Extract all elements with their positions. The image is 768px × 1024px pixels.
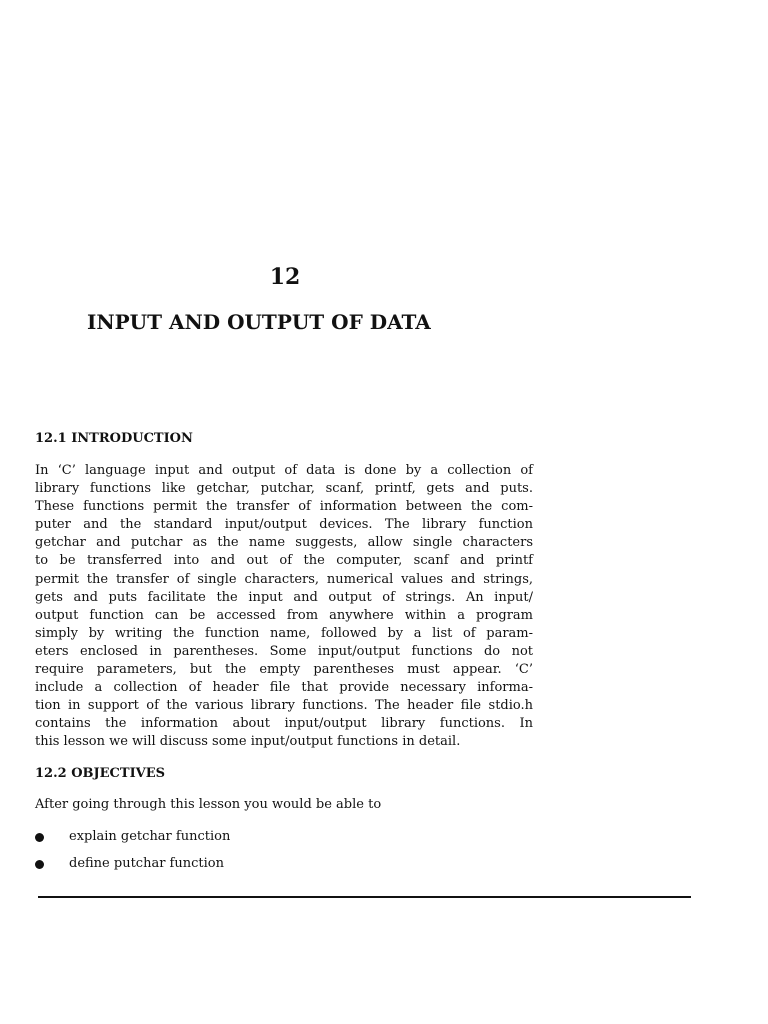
introduction-paragraph bbox=[35, 462, 533, 752]
paragraph-line: simply by writing the function name, followed by a list of param- bbox=[35, 625, 533, 641]
paragraph-line: library functions like getchar, putchar, scanf, printf, gets and puts. bbox=[35, 481, 533, 497]
list-item-text: define putchar function bbox=[69, 856, 224, 871]
paragraph-line: require parameters, but the empty parentheses must appear. ‘C’ bbox=[35, 662, 533, 678]
objectives-intro: After going through this lesson you would be able to bbox=[35, 797, 382, 812]
paragraph-line: contains the information about input/output library functions. In bbox=[35, 716, 533, 732]
footer-divider bbox=[38, 896, 691, 898]
paragraph-line: puter and the standard input/output devices. The library function bbox=[35, 517, 533, 533]
chapter-number: 12 bbox=[269, 264, 301, 290]
paragraph-line: In ‘C’ language input and output of data is done by a collection of bbox=[35, 463, 533, 478]
paragraph-line: this lesson we will discuss some input/output functions in detail. bbox=[35, 734, 461, 750]
paragraph-line: output function can be accessed from anywhere within a program bbox=[35, 607, 533, 623]
paragraph-line: tion in support of the various library functions. The header file stdio.h bbox=[35, 698, 533, 714]
bullet-icon bbox=[35, 860, 44, 869]
objectives-heading: 12.2 OBJECTIVES bbox=[35, 766, 166, 781]
bullet-icon bbox=[35, 833, 44, 842]
paragraph-line: These functions permit the transfer of information between the com- bbox=[35, 499, 533, 515]
list-item-text: explain getchar function bbox=[69, 829, 231, 844]
paragraph-line: gets and puts facilitate the input and output of strings. An input/ bbox=[35, 589, 533, 605]
paragraph-line: permit the transfer of single characters, numerical values and strings, bbox=[35, 571, 533, 587]
chapter-title: INPUT AND OUTPUT OF DATA bbox=[87, 310, 431, 334]
paragraph-line: include a collection of header file that provide necessary informa- bbox=[35, 680, 533, 696]
paragraph-line: to be transferred into and out of the computer, scanf and printf bbox=[35, 553, 533, 569]
paragraph-line: getchar and putchar as the name suggests, allow single characters bbox=[35, 535, 533, 551]
introduction-heading: 12.1 INTRODUCTION bbox=[35, 431, 193, 446]
paragraph-line: eters enclosed in parentheses. Some input/output functions do not bbox=[35, 643, 533, 659]
